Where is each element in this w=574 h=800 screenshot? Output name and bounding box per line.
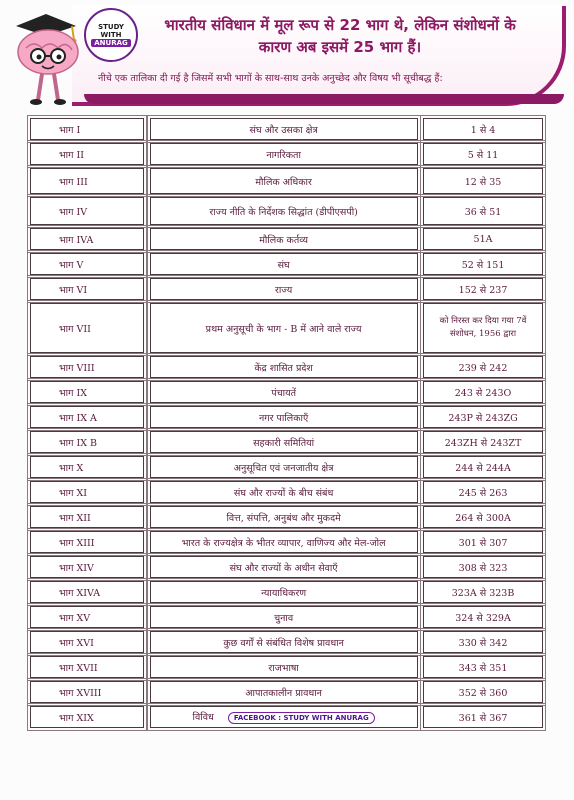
- logo-line3: ANURAG: [91, 39, 131, 47]
- subject-text: कुछ वर्गों से संबंधित विशेष प्रावधान: [223, 637, 344, 649]
- subject-cell: [150, 631, 418, 653]
- table-row: [30, 168, 543, 194]
- articles-cell: 308 से 323: [423, 556, 543, 578]
- part-cell: भाग III: [30, 168, 144, 194]
- part-cell: भाग IVA: [30, 228, 144, 250]
- articles-cell: को निरस्त कर दिया गया 7वें संशोधन, 1956 द्वारा: [423, 303, 543, 353]
- articles-cell: 245 से 263: [423, 481, 543, 503]
- subject-text: आपातकालीन प्रावधान: [245, 687, 322, 699]
- subject-cell: [150, 303, 418, 353]
- table-row: [30, 278, 543, 300]
- subject-text: अनुसूचित एवं जनजातीय क्षेत्र: [233, 462, 334, 474]
- subject-cell: [150, 456, 418, 478]
- table-row: [30, 303, 543, 353]
- subject-text: विविध: [192, 712, 214, 723]
- table-row: [30, 481, 543, 503]
- subject-text: प्रथम अनुसूची के भाग - B में आने वाले राज्य: [205, 323, 362, 335]
- part-cell: भाग XVI: [30, 631, 144, 653]
- table-row: [30, 381, 543, 403]
- part-cell: भाग XIVA: [30, 581, 144, 603]
- title-line1: भारतीय संविधान में मूल रूप से 22 भाग थे, लेकिन संशोधनों के: [164, 16, 516, 34]
- subject-text: केंद्र शासित प्रदेश: [254, 362, 313, 374]
- subject-cell: [150, 228, 418, 250]
- subject-cell: [150, 706, 418, 728]
- subject-cell: [150, 278, 418, 300]
- subject-cell: [150, 356, 418, 378]
- articles-cell: 301 से 307: [423, 531, 543, 553]
- table-row: [30, 118, 543, 140]
- articles-cell: 12 से 35: [423, 168, 543, 194]
- table-row: [30, 631, 543, 653]
- subject-cell: [150, 168, 418, 194]
- part-cell: भाग VII: [30, 303, 144, 353]
- articles-cell: 243 से 243O: [423, 381, 543, 403]
- subject-cell: [150, 531, 418, 553]
- subject-cell: [150, 481, 418, 503]
- brain-mascot-icon: [6, 4, 98, 108]
- table-row: [30, 606, 543, 628]
- subject-text: चुनाव: [274, 612, 294, 624]
- subject-text: नगर पालिकाएँ: [258, 412, 309, 424]
- subject-text: राज्य: [274, 284, 293, 296]
- part-cell: भाग X: [30, 456, 144, 478]
- part-cell: भाग IV: [30, 197, 144, 225]
- table-row: [30, 556, 543, 578]
- part-cell: भाग XIX: [30, 706, 144, 728]
- articles-cell: 264 से 300A: [423, 506, 543, 528]
- subject-text: राज्य नीति के निर्देशक सिद्धांत (डीपीएसपी): [209, 206, 358, 218]
- articles-cell: 243ZH से 243ZT: [423, 431, 543, 453]
- part-cell: भाग XV: [30, 606, 144, 628]
- part-cell: भाग IX B: [30, 431, 144, 453]
- table-row: [30, 228, 543, 250]
- subject-cell: [150, 118, 418, 140]
- articles-cell: 152 से 237: [423, 278, 543, 300]
- part-cell: भाग XIV: [30, 556, 144, 578]
- subject-text: संघ और राज्यों के बीच संबंध: [233, 487, 334, 499]
- articles-cell: 323A से 323B: [423, 581, 543, 603]
- part-cell: भाग XI: [30, 481, 144, 503]
- subject-text: संघ और उसका क्षेत्र: [249, 124, 318, 136]
- part-cell: भाग VIII: [30, 356, 144, 378]
- subject-text: नागरिकता: [266, 149, 301, 161]
- title-line2: कारण अब इसमें 25 भाग हैं।: [258, 38, 422, 56]
- header-banner-underline: [84, 94, 564, 104]
- subject-cell: [150, 506, 418, 528]
- table-row: [30, 456, 543, 478]
- subject-cell: [150, 381, 418, 403]
- part-cell: भाग V: [30, 253, 144, 275]
- table-row: [30, 506, 543, 528]
- subject-cell: [150, 406, 418, 428]
- articles-cell: 243P से 243ZG: [423, 406, 543, 428]
- subject-cell: [150, 656, 418, 678]
- table-row: [30, 681, 543, 703]
- subject-text: संघ और राज्यों के अधीन सेवाएँ: [229, 562, 338, 574]
- part-cell: भाग XVII: [30, 656, 144, 678]
- table-row: [30, 253, 543, 275]
- articles-cell: 324 से 329A: [423, 606, 543, 628]
- subject-text: न्यायाधिकरण: [261, 587, 307, 599]
- logo-line2: WITH: [100, 31, 122, 39]
- subject-text: संघ: [277, 259, 290, 271]
- study-with-anurag-logo: [84, 8, 138, 62]
- table-row: [30, 431, 543, 453]
- subject-text: पंचायतें: [271, 387, 297, 399]
- subject-text: राजभाषा: [268, 662, 299, 674]
- page-header: [0, 0, 574, 112]
- subject-text: वित्त, संपत्ति, अनुबंध और मुकदमे: [226, 512, 341, 524]
- articles-cell: 1 से 4: [423, 118, 543, 140]
- articles-cell: 343 से 351: [423, 656, 543, 678]
- part-cell: भाग XIII: [30, 531, 144, 553]
- table-row: [30, 143, 543, 165]
- subject-cell: [150, 253, 418, 275]
- subject-text: मौलिक कर्तव्य: [259, 234, 309, 246]
- table-row: [30, 581, 543, 603]
- subject-cell: [150, 556, 418, 578]
- table-row: [30, 356, 543, 378]
- part-cell: भाग XII: [30, 506, 144, 528]
- subject-cell: [150, 197, 418, 225]
- part-cell: भाग IX: [30, 381, 144, 403]
- articles-cell: 239 से 242: [423, 356, 543, 378]
- page-title: [140, 14, 540, 58]
- facebook-badge: FACEBOOK : STUDY WITH ANURAG: [228, 712, 375, 724]
- constitution-parts-table: [30, 115, 543, 731]
- part-cell: भाग XVIII: [30, 681, 144, 703]
- articles-cell: 51A: [423, 228, 543, 250]
- table-row: [30, 197, 543, 225]
- subject-text: मौलिक अधिकार: [255, 176, 312, 188]
- subject-cell: [150, 581, 418, 603]
- articles-cell: 5 से 11: [423, 143, 543, 165]
- articles-cell: 36 से 51: [423, 197, 543, 225]
- articles-cell: 52 से 151: [423, 253, 543, 275]
- subject-cell: [150, 606, 418, 628]
- subject-text: सहकारी समितियां: [253, 437, 315, 449]
- logo-line1: STUDY: [98, 23, 124, 31]
- table-row: [30, 406, 543, 428]
- subject-cell: [150, 143, 418, 165]
- subject-cell: [150, 431, 418, 453]
- articles-cell: 352 से 360: [423, 681, 543, 703]
- subject-cell: [150, 681, 418, 703]
- table-row: [30, 706, 543, 728]
- articles-cell: 330 से 342: [423, 631, 543, 653]
- part-cell: भाग IX A: [30, 406, 144, 428]
- part-cell: भाग I: [30, 118, 144, 140]
- table-row: [30, 656, 543, 678]
- subject-text: भारत के राज्यक्षेत्र के भीतर व्यापार, वाणिज्य और मेल-जोल: [181, 537, 386, 549]
- articles-cell: 361 से 367: [423, 706, 543, 728]
- part-cell: भाग II: [30, 143, 144, 165]
- part-cell: भाग VI: [30, 278, 144, 300]
- table-row: [30, 531, 543, 553]
- articles-cell: 244 से 244A: [423, 456, 543, 478]
- page-subtitle: नीचे एक तालिका दी गई है जिसमें सभी भागों के साथ-साथ उनके अनुच्छेद और विषय भी सूचीबद्ध हैं:: [98, 73, 443, 84]
